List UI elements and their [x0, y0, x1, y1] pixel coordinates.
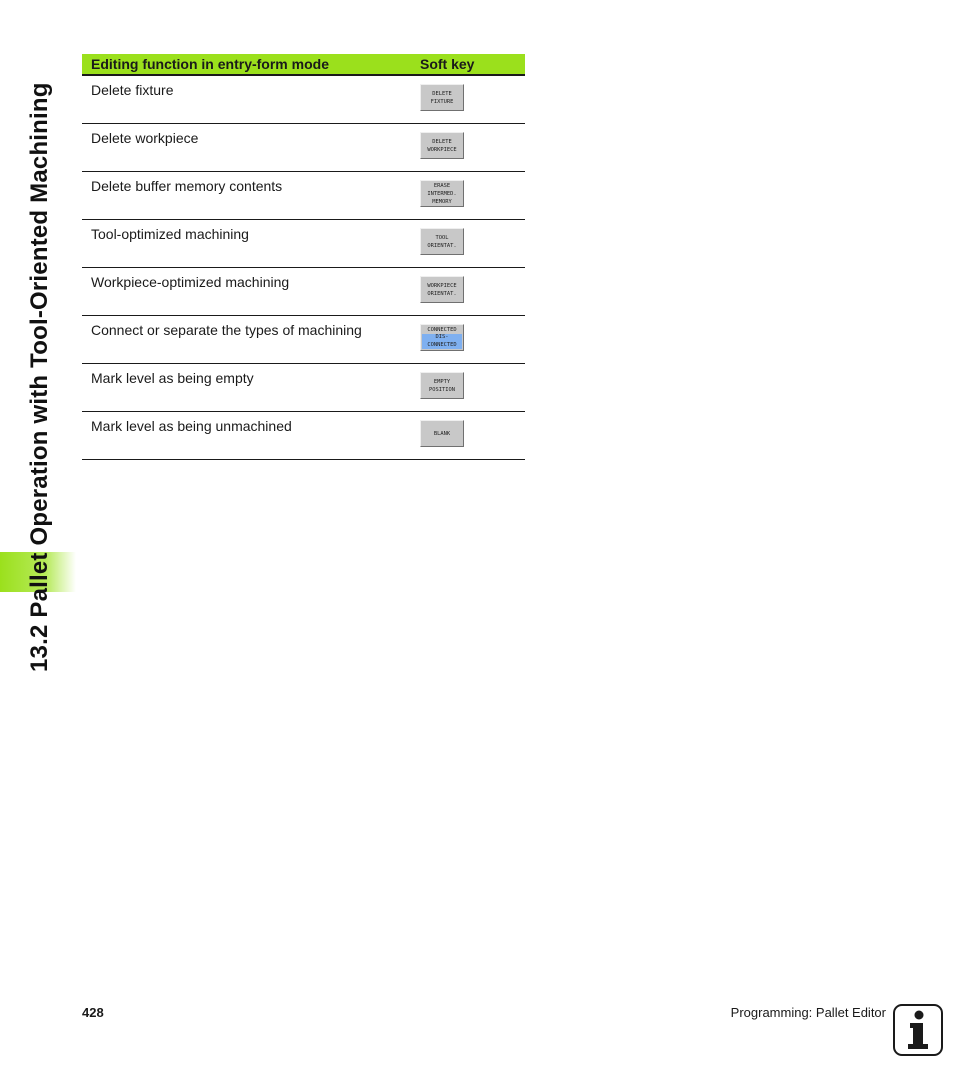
- softkey-label: CONNECTED: [427, 327, 457, 333]
- table-header: [82, 54, 525, 76]
- softkey-label: ORIENTAT.: [427, 242, 457, 249]
- softkey-label: ERASE: [433, 182, 451, 189]
- softkey-tool-orientat[interactable]: [420, 228, 464, 255]
- function-label: Mark level as being unmachined: [91, 418, 292, 434]
- side-running-header: [20, 52, 60, 672]
- table-row: [82, 268, 525, 316]
- softkey-label: DELETE: [432, 138, 452, 145]
- page-number: 428: [82, 1005, 104, 1020]
- table-row: [82, 172, 525, 220]
- table-row: [82, 412, 525, 460]
- function-label: Tool-optimized machining: [91, 226, 249, 242]
- softkey-label: DELETE: [432, 90, 452, 97]
- softkey-connected-disconnected[interactable]: [420, 324, 464, 351]
- editing-functions-table: [82, 54, 525, 460]
- chapter-title: Programming: Pallet Editor: [730, 1005, 886, 1020]
- softkey-workpiece-orientat[interactable]: [420, 276, 464, 303]
- softkey-label: CONNECTED: [427, 341, 457, 348]
- softkey-label: WORKPIECE: [427, 282, 457, 289]
- function-label: Delete buffer memory contents: [91, 178, 283, 194]
- softkey-label: INTERMED.: [427, 190, 457, 197]
- function-label: Delete workpiece: [91, 130, 199, 146]
- function-label: Connect or separate the types of machining: [91, 322, 362, 338]
- function-label: Workpiece-optimized machining: [91, 274, 290, 290]
- softkey-label: MEMORY: [432, 198, 452, 205]
- softkey-label: DIS-: [435, 334, 449, 340]
- softkey-label: TOOL: [435, 234, 449, 241]
- softkey-active-option: [422, 334, 462, 349]
- header-softkey: Soft key: [420, 56, 475, 72]
- side-title: 13.2 Pallet Operation with Tool-Oriented Machining: [26, 82, 53, 672]
- softkey-label: WORKPIECE: [427, 146, 457, 153]
- table-row: [82, 364, 525, 412]
- function-label: Delete fixture: [91, 82, 174, 98]
- function-label: Mark level as being empty: [91, 370, 254, 386]
- softkey-erase-intermed-memory[interactable]: [420, 180, 464, 207]
- softkey-label: POSITION: [429, 386, 455, 393]
- table-row: [82, 124, 525, 172]
- softkey-label: FIXTURE: [430, 98, 454, 105]
- table-row: [82, 220, 525, 268]
- header-function: Editing function in entry-form mode: [91, 56, 329, 72]
- softkey-delete-fixture[interactable]: [420, 84, 464, 111]
- softkey-blank[interactable]: [420, 420, 464, 447]
- softkey-empty-position[interactable]: [420, 372, 464, 399]
- table-row: [82, 76, 525, 124]
- softkey-label: ORIENTAT.: [427, 290, 457, 297]
- softkey-delete-workpiece[interactable]: [420, 132, 464, 159]
- table-row: [82, 316, 525, 364]
- info-icon: [893, 1004, 943, 1056]
- softkey-label: BLANK: [433, 430, 451, 437]
- softkey-label: EMPTY: [433, 378, 451, 385]
